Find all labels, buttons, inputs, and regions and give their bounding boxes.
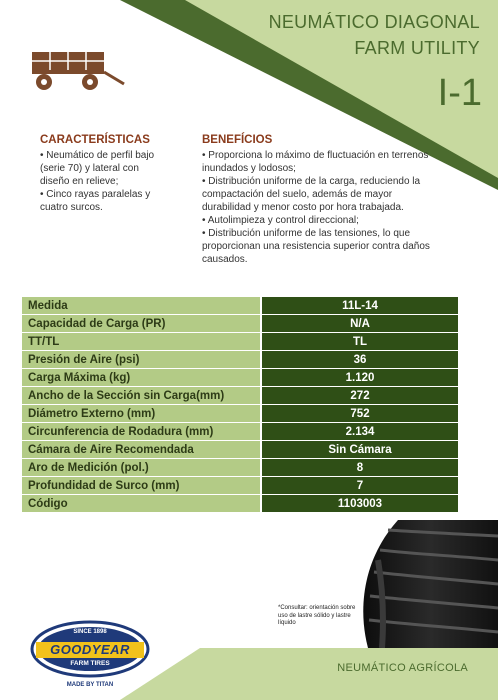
model-name: I-1 [437,72,482,114]
benefit-item: • Autolimpieza y control direccional; [202,215,359,226]
table-row [22,297,458,314]
feature-item: • Neumático de perfil bajo (serie 70) y lateral con diseño en relieve; [40,150,155,187]
table-row [22,387,458,404]
logo-made-by: MADE BY TITAN [66,682,114,688]
tire-image [358,520,498,648]
benefit-item: • Distribución uniforme de la carga, reduciendo la compactación del suelo, además de mayor durabilidad y menor costo por hora trabajada. [202,176,421,213]
logo-sub: FARM TIRES [70,660,110,667]
logo-brand: GOODYEAR [50,642,130,657]
table-row [22,477,458,494]
logo-since: SINCE 1898 [73,629,107,635]
spec-label: Diámetro Externo (mm) [22,405,260,422]
footer-category-label: NEUMÁTICO AGRÍCOLA [337,662,468,674]
table-row [22,369,458,386]
features-heading: CARACTERÍSTICAS [40,134,150,146]
product-line-title: FARM UTILITY [354,38,480,58]
table-row [22,333,458,350]
farm-wagon-icon [28,48,128,94]
benefit-item: • Proporciona lo máximo de fluctuación en terrenos inundados y lodosos; [202,150,429,174]
spec-value: N/A [262,315,458,332]
table-row [22,315,458,332]
spec-value: 7 [262,477,458,494]
spec-value: 8 [262,459,458,476]
spec-label: Circunferencia de Rodadura (mm) [22,423,260,440]
table-row [22,423,458,440]
goodyear-logo [30,620,150,692]
benefits-heading: BENEFÍCIOS [202,134,273,146]
spec-value: 1103003 [262,495,458,512]
spec-value: 1.120 [262,369,458,386]
spec-value: 36 [262,351,458,368]
spec-label: Profundidad de Surco (mm) [22,477,260,494]
spec-value: 272 [262,387,458,404]
table-row [22,495,458,512]
features-list [40,149,170,214]
spec-label: Código [22,495,260,512]
spec-value: 11L-14 [262,297,458,314]
spec-label: Presión de Aire (psi) [22,351,260,368]
benefit-item: • Distribución uniforme de las tensiones, lo que proporcionan una resistencia superior contra daños causados. [202,228,430,265]
benefits-list [202,149,442,266]
spec-label: Carga Máxima (kg) [22,369,260,386]
table-row [22,405,458,422]
table-row [22,459,458,476]
feature-item: • Cinco rayas paralelas y cuatro surcos. [40,189,151,213]
table-row [22,351,458,368]
spec-label: Ancho de la Sección sin Carga(mm) [22,387,260,404]
spec-value: TL [262,333,458,350]
specs-table [22,296,458,513]
spec-label: Medida [22,297,260,314]
product-type-title: NEUMÁTICO DIAGONAL [268,12,480,32]
spec-value: 752 [262,405,458,422]
spec-value: 2.134 [262,423,458,440]
spec-label: Aro de Medición (pol.) [22,459,260,476]
table-row [22,441,458,458]
spec-label: TT/TL [22,333,260,350]
ballast-note: *Consultar: orientación sobre uso de lastre sólido y lastre líquido [278,605,356,626]
spec-label: Capacidad de Carga (PR) [22,315,260,332]
spec-label: Cámara de Aire Recomendada [22,441,260,458]
spec-value: Sin Cámara [262,441,458,458]
